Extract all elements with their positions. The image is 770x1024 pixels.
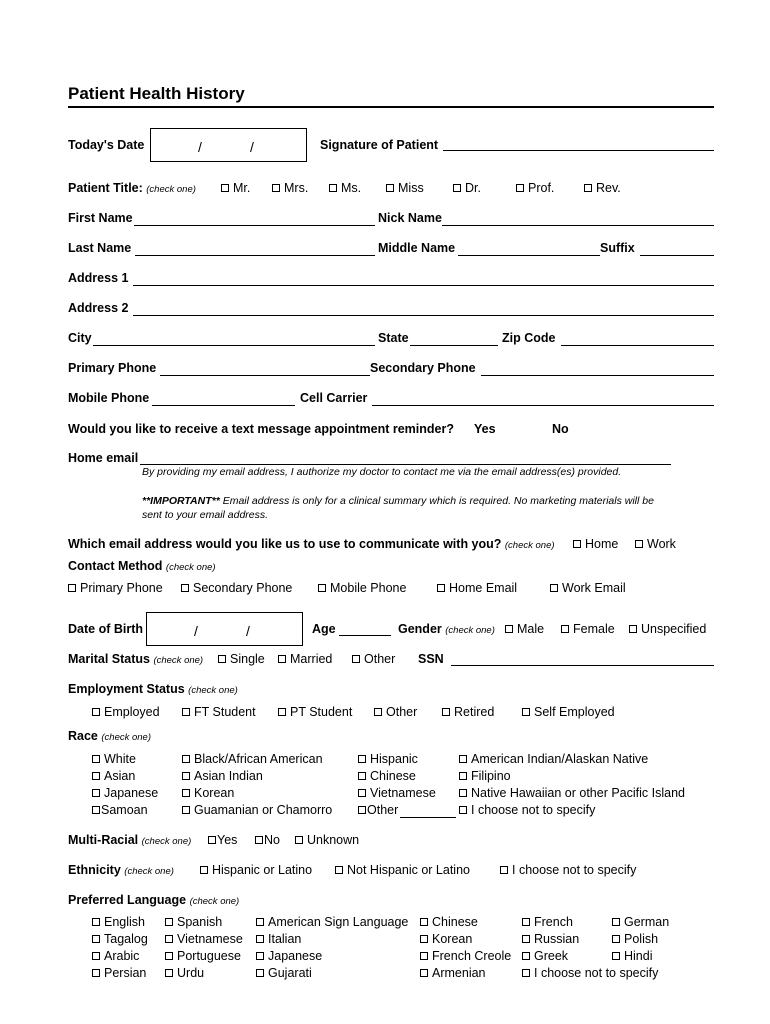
- dob-label: Date of Birth: [68, 622, 143, 636]
- contact-primary-phone[interactable]: [68, 581, 163, 595]
- option-label: English: [104, 915, 145, 929]
- checkbox-icon: [522, 969, 530, 977]
- checkbox-icon: [272, 184, 280, 192]
- zip-field[interactable]: [561, 345, 714, 346]
- gender-text: Gender: [398, 622, 442, 636]
- marital-single[interactable]: [218, 652, 265, 666]
- age-field[interactable]: [339, 635, 391, 636]
- checkbox-icon: [92, 935, 100, 943]
- language-option[interactable]: [420, 966, 486, 980]
- option-label: I choose not to specify: [471, 803, 596, 817]
- race-option[interactable]: [459, 803, 595, 817]
- option-label: Russian: [534, 932, 580, 946]
- checkbox-icon: [386, 184, 394, 192]
- check-one-hint: (check one): [445, 625, 495, 636]
- cell-carrier-field[interactable]: [372, 405, 714, 406]
- secondary-phone-field[interactable]: [481, 375, 714, 376]
- signature-label: Signature of Patient: [320, 138, 439, 152]
- checkbox-icon: [459, 772, 467, 780]
- date-separator: /: [250, 139, 254, 155]
- gender-female[interactable]: [561, 622, 615, 636]
- checkbox-icon: [256, 952, 264, 960]
- option-label: Unspecified: [641, 622, 707, 636]
- option-label: Male: [517, 622, 545, 636]
- check-one-hint: (check one): [146, 184, 196, 195]
- checkbox-icon: [92, 952, 100, 960]
- page-title: Patient Health History: [68, 84, 245, 103]
- title-option-rev[interactable]: [584, 181, 621, 195]
- checkbox-icon: [358, 789, 366, 797]
- title-option-dr[interactable]: [453, 181, 481, 195]
- option-label: Work: [647, 537, 676, 551]
- option-label: Unknown: [307, 833, 360, 847]
- text-reminder-yes[interactable]: Yes: [474, 422, 496, 436]
- option-label: Rev.: [596, 181, 621, 195]
- checkbox-icon: [200, 866, 208, 874]
- home-email-label: Home email: [68, 451, 139, 465]
- title-option-mr[interactable]: [221, 181, 250, 195]
- option-label: No: [264, 833, 280, 847]
- checkbox-icon: [256, 935, 264, 943]
- contact-home-email[interactable]: [437, 581, 517, 595]
- language-option[interactable]: [92, 949, 139, 963]
- signature-field[interactable]: [443, 150, 714, 151]
- primary-phone-label: Primary Phone: [68, 361, 157, 375]
- checkbox-icon: [182, 789, 190, 797]
- suffix-field[interactable]: [640, 255, 714, 256]
- checkbox-icon: [165, 952, 173, 960]
- dob-field[interactable]: [146, 612, 303, 646]
- checkbox-icon: [437, 584, 445, 592]
- checkbox-icon: [165, 969, 173, 977]
- checkbox-icon: [612, 952, 620, 960]
- middle-name-label: Middle Name: [378, 241, 456, 255]
- contact-work-email[interactable]: [550, 581, 626, 595]
- title-option-miss[interactable]: [386, 181, 424, 195]
- multiracial-yes[interactable]: [208, 833, 237, 847]
- language-option[interactable]: [92, 915, 145, 929]
- option-label: Female: [573, 622, 615, 636]
- option-label: Mrs.: [284, 181, 309, 195]
- email-important-note-line2: sent to your email address.: [142, 509, 269, 521]
- option-label: Other: [367, 803, 399, 817]
- checkbox-icon: [182, 755, 190, 763]
- check-one-hint: (check one): [124, 866, 174, 877]
- option-label: Ms.: [341, 181, 362, 195]
- language-label: [68, 893, 239, 907]
- checkbox-icon: [352, 655, 360, 663]
- option-label: Mr.: [233, 181, 251, 195]
- checkbox-icon: [295, 836, 303, 844]
- checkbox-icon: [550, 584, 558, 592]
- language-option[interactable]: [420, 915, 478, 929]
- language-option[interactable]: [256, 966, 312, 980]
- secondary-phone-label: Secondary Phone: [370, 361, 476, 375]
- checkbox-icon: [182, 772, 190, 780]
- option-label: PT Student: [290, 705, 353, 719]
- multiracial-text: Multi-Racial: [68, 833, 139, 847]
- date-separator: /: [246, 623, 250, 639]
- checkbox-icon: [256, 918, 264, 926]
- option-label: Italian: [268, 932, 302, 946]
- race-option[interactable]: [358, 769, 416, 783]
- city-field[interactable]: [93, 345, 375, 346]
- option-label: White: [104, 752, 136, 766]
- checkbox-icon: [255, 836, 263, 844]
- last-name-label: Last Name: [68, 241, 132, 255]
- marital-label: [68, 652, 203, 666]
- language-option[interactable]: [522, 915, 573, 929]
- checkbox-icon: [221, 184, 229, 192]
- option-label: American Sign Language: [268, 915, 409, 929]
- checkbox-icon: [92, 708, 100, 716]
- last-name-field[interactable]: [135, 255, 375, 256]
- option-label: Primary Phone: [80, 581, 163, 595]
- employment-label: [68, 682, 238, 696]
- race-option[interactable]: [92, 786, 158, 800]
- option-label: Retired: [454, 705, 495, 719]
- language-option[interactable]: [612, 932, 658, 946]
- city-label: City: [68, 331, 92, 345]
- text-reminder-no[interactable]: No: [552, 422, 569, 436]
- multiracial-no[interactable]: [255, 833, 280, 847]
- option-label: Korean: [432, 932, 473, 946]
- marital-other[interactable]: [352, 652, 395, 666]
- age-label: Age: [312, 622, 336, 636]
- date-separator: /: [198, 139, 202, 155]
- employment-ft-student[interactable]: [182, 705, 256, 719]
- option-label: Other: [364, 652, 396, 666]
- checkbox-icon: [442, 708, 450, 716]
- race-option-other[interactable]: [358, 803, 398, 817]
- employment-employed[interactable]: [92, 705, 160, 719]
- checkbox-icon: [420, 918, 428, 926]
- option-label: American Indian/Alaskan Native: [471, 752, 649, 766]
- checkbox-icon: [278, 708, 286, 716]
- checkbox-icon: [92, 772, 100, 780]
- marital-text: Marital Status: [68, 652, 150, 666]
- race-option[interactable]: [459, 769, 511, 783]
- checkbox-icon: [612, 918, 620, 926]
- option-label: Filipino: [471, 769, 511, 783]
- email-consent-note: By providing my email address, I authorize my doctor to contact me via the email address(es) provided.: [142, 466, 622, 478]
- option-label: Persian: [104, 966, 147, 980]
- check-one-hint: (check one): [141, 836, 192, 847]
- language-option[interactable]: [612, 915, 669, 929]
- employment-self-employed[interactable]: [522, 705, 615, 719]
- ethnicity-not-specify[interactable]: [500, 863, 636, 877]
- race-text: Race: [68, 729, 98, 743]
- option-label: Home: [585, 537, 619, 551]
- address2-field[interactable]: [133, 315, 714, 316]
- checkbox-icon: [278, 655, 286, 663]
- email-important-note: [142, 494, 654, 508]
- race-option[interactable]: [459, 786, 685, 800]
- checkbox-icon: [459, 789, 467, 797]
- language-option[interactable]: [522, 932, 579, 946]
- checkbox-icon: [181, 584, 189, 592]
- race-other-field[interactable]: [400, 817, 456, 818]
- language-option[interactable]: [92, 932, 148, 946]
- language-option[interactable]: [165, 932, 243, 946]
- option-label: Asian Indian: [194, 769, 263, 783]
- language-option[interactable]: [522, 949, 568, 963]
- check-one-hint: (check one): [504, 540, 555, 551]
- option-label: Gujarati: [268, 966, 312, 980]
- important-marker: **IMPORTANT**: [142, 495, 220, 507]
- option-label: French Creole: [432, 949, 512, 963]
- ethnicity-text: Ethnicity: [68, 863, 121, 877]
- option-label: I choose not to specify: [512, 863, 637, 877]
- checkbox-icon: [612, 935, 620, 943]
- employment-text: Employment Status: [68, 682, 185, 696]
- check-one-hint: (check one): [101, 732, 152, 743]
- email-choice-work[interactable]: [635, 537, 676, 551]
- checkbox-icon: [256, 969, 264, 977]
- check-one-hint: (check one): [188, 685, 238, 696]
- title-option-mrs[interactable]: [272, 181, 308, 195]
- option-label: Chinese: [432, 915, 478, 929]
- language-option[interactable]: [256, 932, 301, 946]
- checkbox-icon: [182, 708, 190, 716]
- race-option[interactable]: [92, 752, 136, 766]
- checkbox-icon: [420, 969, 428, 977]
- option-label: Prof.: [528, 181, 555, 195]
- option-label: Japanese: [104, 786, 159, 800]
- race-option[interactable]: [92, 803, 148, 817]
- employment-retired[interactable]: [442, 705, 494, 719]
- checkbox-icon: [165, 935, 173, 943]
- checkbox-icon: [522, 708, 530, 716]
- language-text: Preferred Language: [68, 893, 187, 907]
- state-field[interactable]: [410, 345, 498, 346]
- option-label: Miss: [398, 181, 424, 195]
- option-label: Chinese: [370, 769, 416, 783]
- option-label: Native Hawaiian or other Pacific Island: [471, 786, 685, 800]
- option-label: Arabic: [104, 949, 140, 963]
- contact-method-text: Contact Method: [68, 559, 163, 573]
- language-option[interactable]: [420, 932, 472, 946]
- option-label: Guamanian or Chamorro: [194, 803, 333, 817]
- option-label: Korean: [194, 786, 235, 800]
- race-option[interactable]: [182, 769, 263, 783]
- address2-label: Address 2: [68, 301, 129, 315]
- option-label: French: [534, 915, 573, 929]
- checkbox-icon: [68, 584, 76, 592]
- email-choice-home[interactable]: [573, 537, 618, 551]
- option-label: Portuguese: [177, 949, 241, 963]
- language-option[interactable]: [92, 966, 146, 980]
- language-option[interactable]: [256, 949, 322, 963]
- option-label: Hispanic: [370, 752, 418, 766]
- checkbox-icon: [629, 625, 637, 633]
- nick-name-field[interactable]: [442, 225, 714, 226]
- race-option[interactable]: [92, 769, 135, 783]
- text-reminder-question: Would you like to receive a text message appointment reminder?: [68, 422, 454, 436]
- patient-title-label: [68, 181, 196, 195]
- checkbox-icon: [420, 935, 428, 943]
- language-option[interactable]: [165, 915, 222, 929]
- patient-title-text: Patient Title:: [68, 181, 143, 195]
- checkbox-icon: [165, 918, 173, 926]
- mobile-phone-field[interactable]: [152, 405, 295, 406]
- checkbox-icon: [500, 866, 508, 874]
- option-label: Married: [290, 652, 333, 666]
- employment-pt-student[interactable]: [278, 705, 352, 719]
- checkbox-icon: [218, 655, 226, 663]
- option-label: Asian: [104, 769, 136, 783]
- checkbox-icon: [92, 918, 100, 926]
- state-label: State: [378, 331, 409, 345]
- race-option[interactable]: [182, 752, 323, 766]
- checkbox-icon: [358, 772, 366, 780]
- todays-date-field[interactable]: [150, 128, 307, 162]
- ethnicity-hispanic[interactable]: [200, 863, 312, 877]
- first-name-label: First Name: [68, 211, 133, 225]
- nick-name-label: Nick Name: [378, 211, 442, 225]
- email-choice-question: [68, 537, 555, 551]
- option-label: Not Hispanic or Latino: [347, 863, 470, 877]
- contact-method-label: [68, 559, 216, 573]
- ethnicity-not-hispanic[interactable]: [335, 863, 470, 877]
- race-option[interactable]: [459, 752, 648, 766]
- checkbox-icon: [329, 184, 337, 192]
- race-option[interactable]: [182, 786, 234, 800]
- option-label: Single: [230, 652, 265, 666]
- language-option[interactable]: [256, 915, 408, 929]
- multiracial-unknown[interactable]: [295, 833, 359, 847]
- address1-field[interactable]: [133, 285, 714, 286]
- ssn-field[interactable]: [451, 665, 714, 666]
- option-label: Yes: [217, 833, 238, 847]
- contact-secondary-phone[interactable]: [181, 581, 292, 595]
- option-label: Black/African American: [194, 752, 323, 766]
- option-label: Samoan: [101, 803, 148, 817]
- option-label: Home Email: [449, 581, 518, 595]
- race-option[interactable]: [358, 786, 436, 800]
- option-label: Spanish: [177, 915, 223, 929]
- gender-unspecified[interactable]: [629, 622, 706, 636]
- check-one-hint: (check one): [189, 896, 240, 907]
- middle-name-field[interactable]: [458, 255, 600, 256]
- language-option[interactable]: [522, 966, 658, 980]
- language-option[interactable]: [420, 949, 511, 963]
- contact-mobile-phone[interactable]: [318, 581, 406, 595]
- option-label: Japanese: [268, 949, 323, 963]
- checkbox-icon: [635, 540, 643, 548]
- important-text: Email address is only for a clinical summary which is required. No marketing materials will be: [219, 495, 654, 507]
- option-label: Hispanic or Latino: [212, 863, 313, 877]
- checkbox-icon: [92, 969, 100, 977]
- race-option[interactable]: [182, 803, 332, 817]
- checkbox-icon: [208, 836, 216, 844]
- checkbox-icon: [522, 935, 530, 943]
- option-label: Vietnamese: [370, 786, 436, 800]
- checkbox-icon: [522, 918, 530, 926]
- option-label: Tagalog: [104, 932, 148, 946]
- address1-label: Address 1: [68, 271, 129, 285]
- mobile-phone-label: Mobile Phone: [68, 391, 150, 405]
- first-name-field[interactable]: [134, 225, 375, 226]
- race-label: [68, 729, 151, 743]
- option-label: FT Student: [194, 705, 256, 719]
- language-option[interactable]: [165, 949, 241, 963]
- checkbox-icon: [516, 184, 524, 192]
- checkbox-icon: [505, 625, 513, 633]
- marital-married[interactable]: [278, 652, 332, 666]
- checkbox-icon: [92, 789, 100, 797]
- option-label: Polish: [624, 932, 659, 946]
- ethnicity-label: [68, 863, 174, 877]
- option-label: Greek: [534, 949, 569, 963]
- option-label: Urdu: [177, 966, 205, 980]
- language-option[interactable]: [612, 949, 653, 963]
- gender-label: [398, 622, 495, 636]
- checkbox-icon: [459, 806, 467, 814]
- checkbox-icon: [358, 755, 366, 763]
- option-label: Employed: [104, 705, 160, 719]
- option-label: Vietnamese: [177, 932, 243, 946]
- title-option-ms[interactable]: [329, 181, 361, 195]
- option-label: I choose not to specify: [534, 966, 659, 980]
- zip-label: Zip Code: [502, 331, 556, 345]
- title-rule: [68, 106, 714, 108]
- gender-male[interactable]: [505, 622, 544, 636]
- multiracial-label: [68, 833, 191, 847]
- checkbox-icon: [584, 184, 592, 192]
- checkbox-icon: [459, 755, 467, 763]
- option-label: Secondary Phone: [193, 581, 293, 595]
- employment-other[interactable]: [374, 705, 417, 719]
- option-label: Hindi: [624, 949, 653, 963]
- todays-date-label: Today's Date: [68, 138, 145, 152]
- title-option-prof[interactable]: [516, 181, 554, 195]
- cell-carrier-label: Cell Carrier: [300, 391, 368, 405]
- checkbox-icon: [420, 952, 428, 960]
- suffix-label: Suffix: [600, 241, 635, 255]
- language-option[interactable]: [165, 966, 204, 980]
- checkbox-icon: [453, 184, 461, 192]
- check-one-hint: (check one): [153, 655, 204, 666]
- ssn-label: SSN: [418, 652, 444, 666]
- option-label: Work Email: [562, 581, 626, 595]
- checkbox-icon: [522, 952, 530, 960]
- checkbox-icon: [92, 806, 100, 814]
- option-label: Self Employed: [534, 705, 615, 719]
- checkbox-icon: [573, 540, 581, 548]
- option-label: German: [624, 915, 670, 929]
- option-label: Armenian: [432, 966, 486, 980]
- email-choice-text: Which email address would you like us to use to communicate with you?: [68, 537, 502, 551]
- checkbox-icon: [318, 584, 326, 592]
- option-label: Other: [386, 705, 418, 719]
- option-label: Dr.: [465, 181, 481, 195]
- checkbox-icon: [561, 625, 569, 633]
- race-option[interactable]: [358, 752, 418, 766]
- checkbox-icon: [335, 866, 343, 874]
- primary-phone-field[interactable]: [160, 375, 370, 376]
- checkbox-icon: [358, 806, 366, 814]
- option-label: Mobile Phone: [330, 581, 407, 595]
- checkbox-icon: [92, 755, 100, 763]
- check-one-hint: (check one): [165, 562, 216, 573]
- checkbox-icon: [182, 806, 190, 814]
- date-separator: /: [194, 623, 198, 639]
- checkbox-icon: [374, 708, 382, 716]
